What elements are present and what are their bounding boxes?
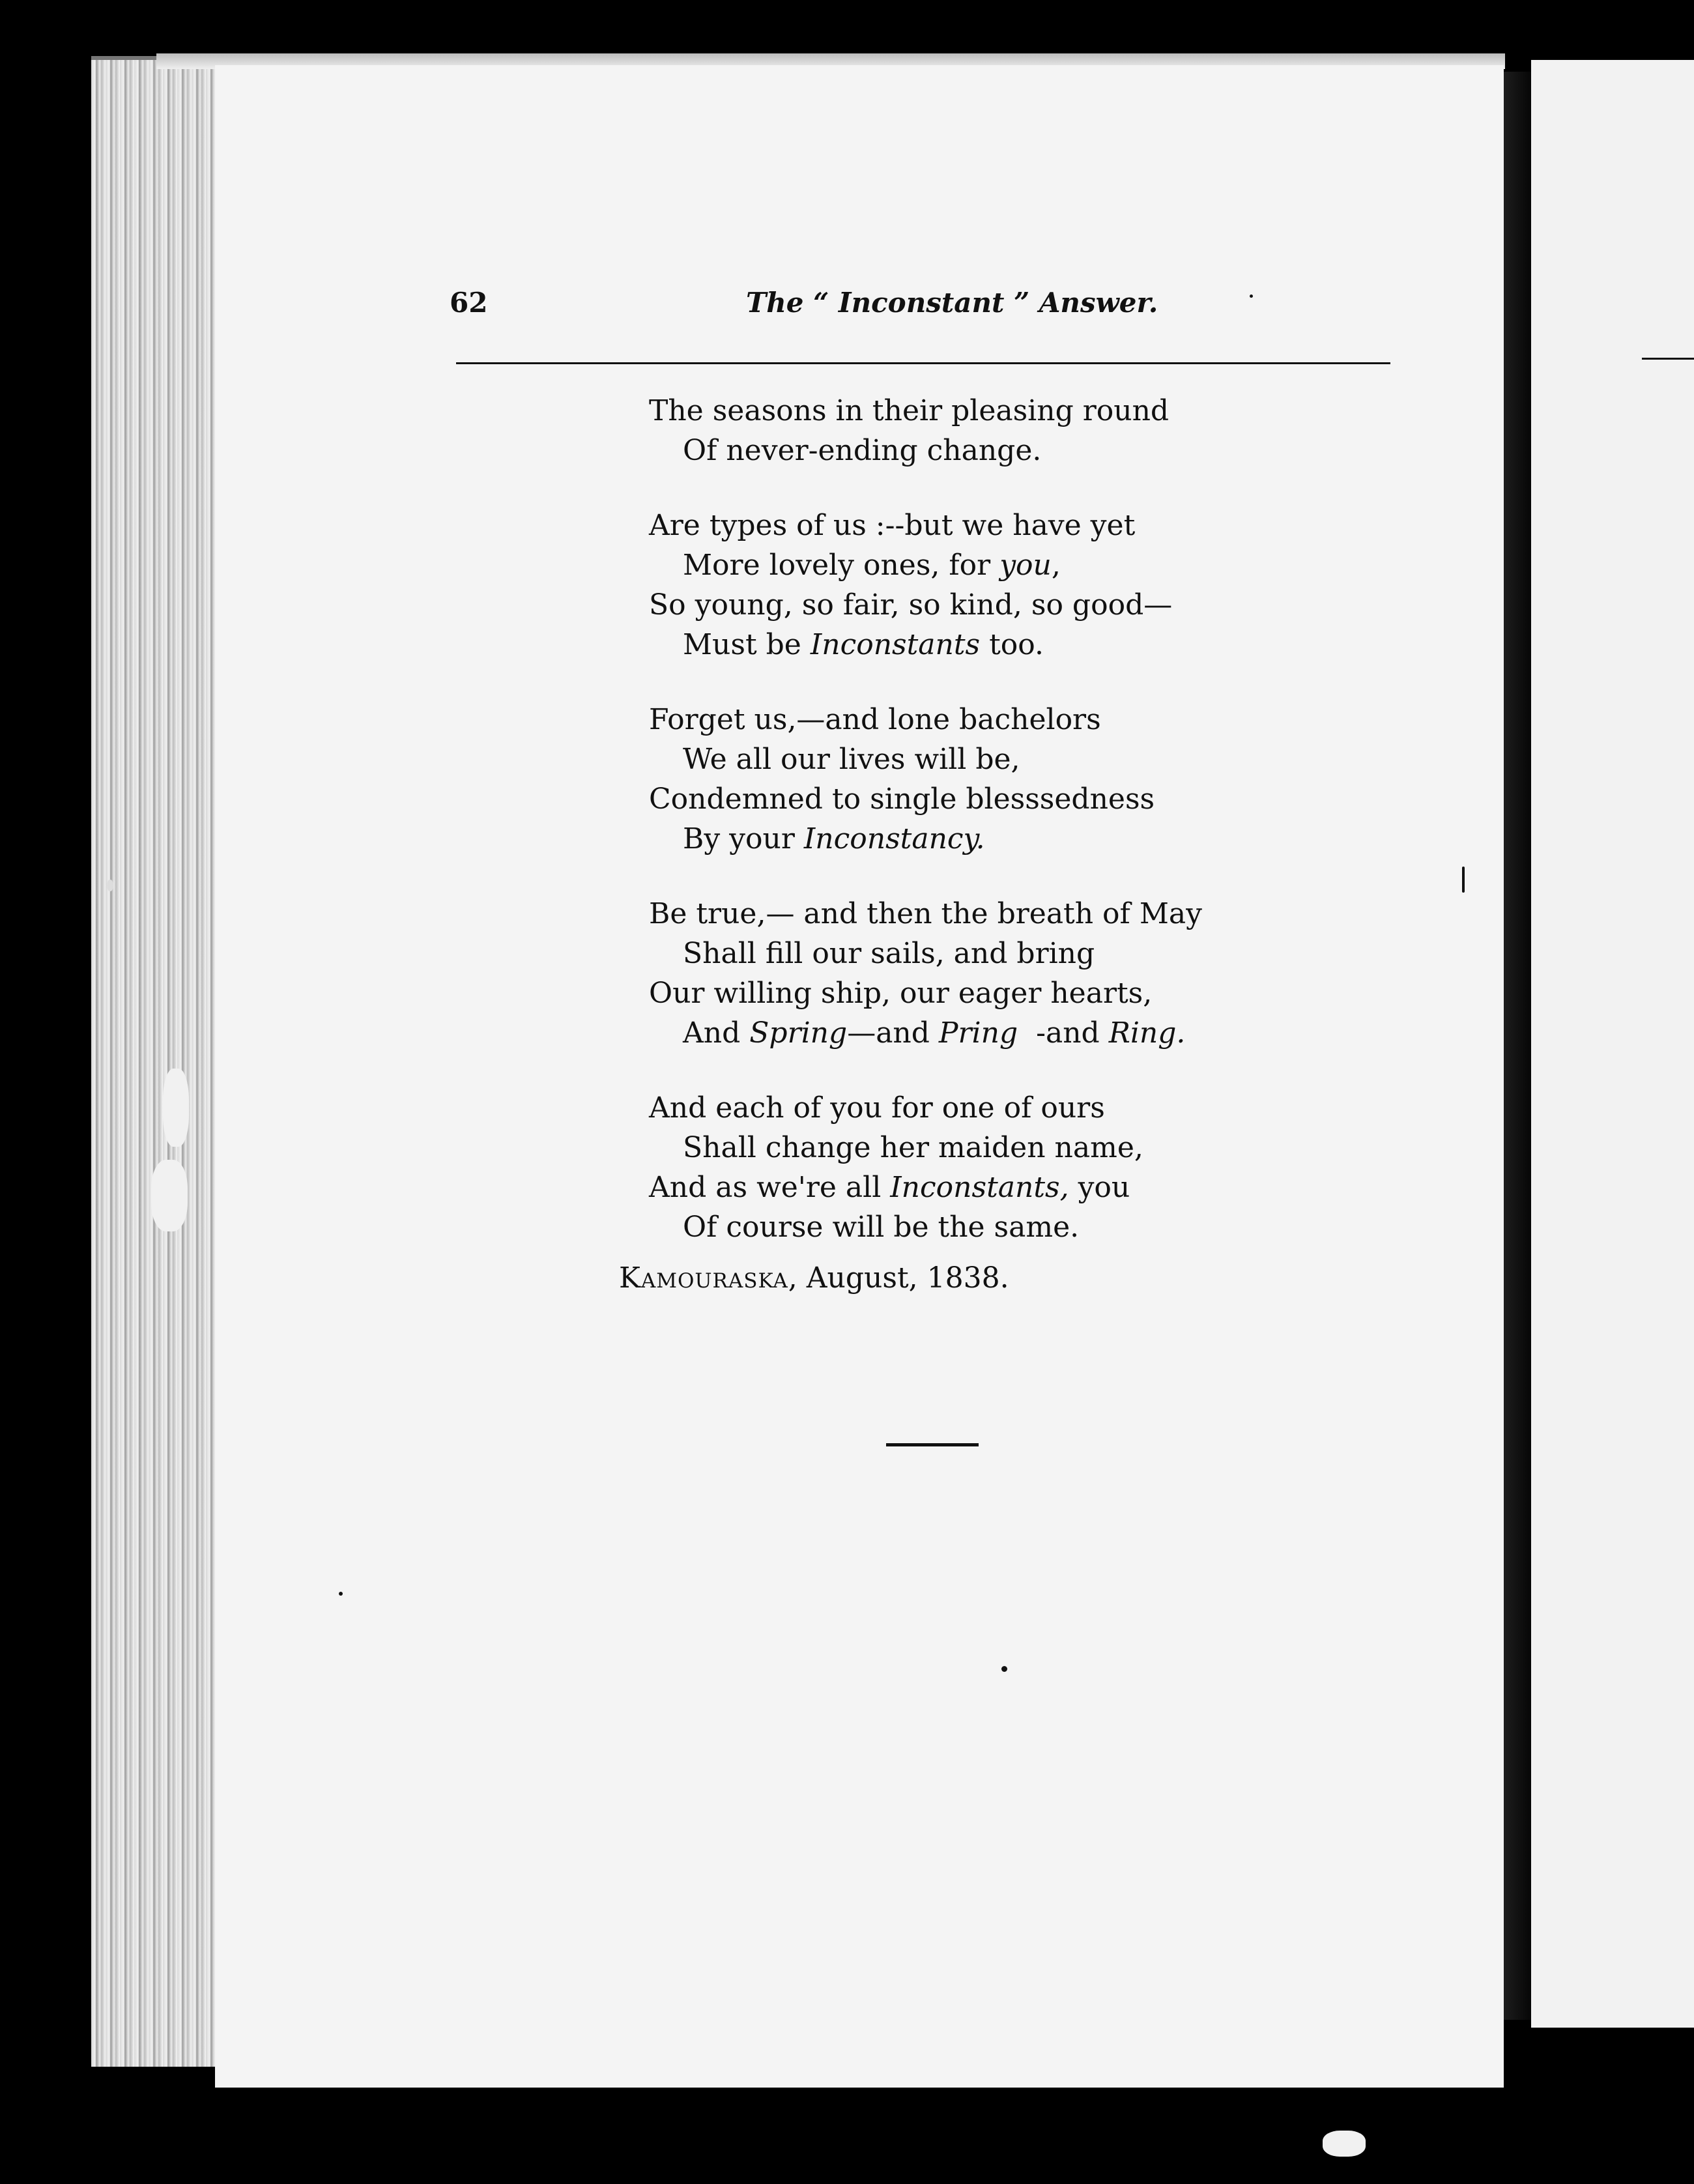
poem-line: And as we're all Inconstants, you: [649, 1171, 1130, 1204]
poem-line: Be true,— and then the breath of May: [649, 897, 1202, 930]
poem-line: Our willing ship, our eager hearts,: [649, 977, 1153, 1010]
stanza-3: [649, 700, 1300, 859]
stanza-1: [649, 391, 1300, 470]
running-head: [450, 287, 1158, 332]
facing-page: [1531, 60, 1694, 2028]
header-rule: [456, 362, 1390, 364]
scan-smudge: [1323, 2131, 1366, 2157]
stanza-2: [649, 506, 1300, 665]
poem-line: Of never-ending change.: [683, 434, 1042, 467]
poem-line: We all our lives will be,: [683, 743, 1020, 776]
poem-line: Of course will be the same.: [683, 1211, 1080, 1244]
place-date-signoff: [619, 1261, 1009, 1295]
poem-line: And Spring—and Pring -and Ring.: [683, 1016, 1186, 1050]
poem-line: Must be Inconstants too.: [683, 628, 1044, 661]
scan-speck: [107, 880, 113, 891]
scan-speck: [1462, 867, 1465, 893]
running-title: The “ Inconstant ” Answer.: [746, 287, 1158, 319]
scan-speck: [1001, 1666, 1007, 1672]
poem-line: Shall fill our sails, and bring: [683, 937, 1095, 970]
poem: [649, 391, 1300, 1282]
scan-speck: [339, 1592, 343, 1596]
stanza-4: [649, 894, 1300, 1053]
facing-page-rule: [1642, 358, 1694, 360]
page-edges: [91, 56, 228, 2067]
end-rule: [886, 1443, 979, 1446]
book-gutter: [1504, 72, 1532, 2020]
scan-smudge: [151, 1160, 188, 1231]
poem-line: Condemned to single blesssedness: [649, 783, 1155, 816]
poem-line: Shall change her maiden name,: [683, 1131, 1143, 1164]
poem-line: Are types of us :--but we have yet: [649, 509, 1136, 542]
signoff-date: , August, 1838.: [788, 1261, 1009, 1295]
scan-smudge: [163, 1069, 189, 1147]
poem-line: So young, so fair, so kind, so good—: [649, 588, 1173, 622]
stanza-5: [649, 1088, 1300, 1247]
poem-line: Forget us,—and lone bachelors: [649, 703, 1101, 736]
poem-line: By your Inconstancy.: [683, 822, 985, 855]
page-number: 62: [450, 287, 488, 319]
poem-line: More lovely ones, for you,: [683, 549, 1061, 582]
place-name: Kamouraska: [619, 1261, 788, 1295]
poem-line: The seasons in their pleasing round: [649, 394, 1170, 427]
poem-line: And each of you for one of ours: [649, 1091, 1105, 1125]
scan-speck: [1250, 295, 1253, 298]
